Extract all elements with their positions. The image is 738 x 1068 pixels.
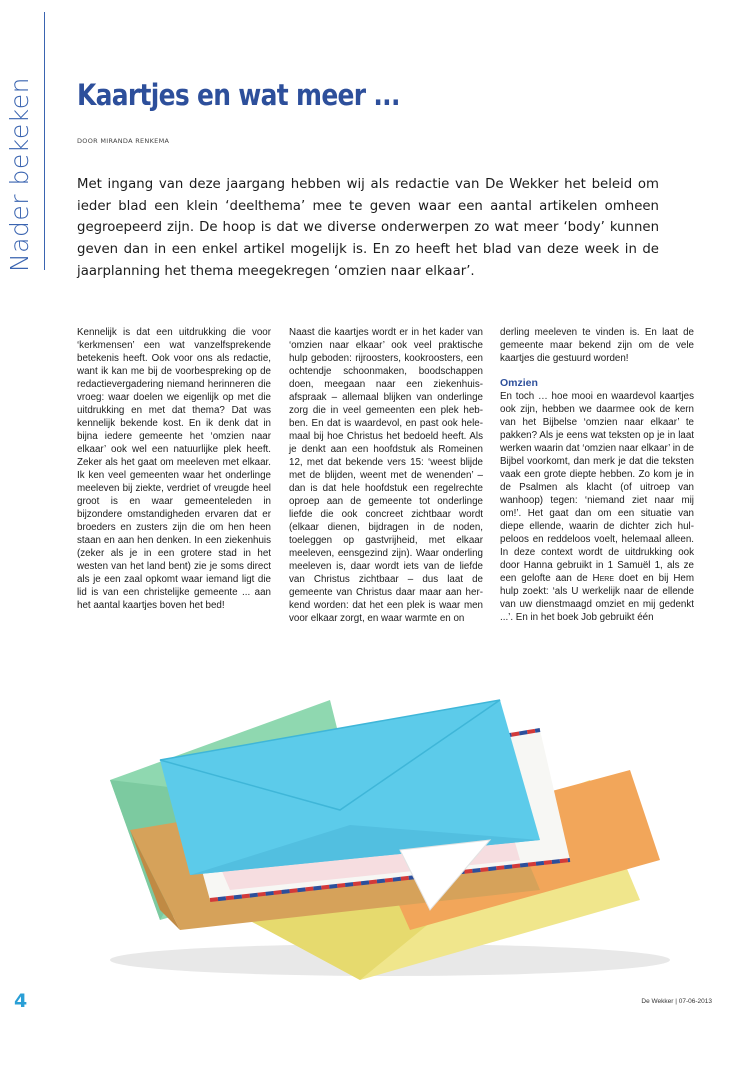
article-title: Kaartjes en wat meer ...	[77, 78, 400, 112]
text-column-3	[500, 326, 694, 624]
text-column-1	[77, 326, 271, 612]
vertical-rule	[44, 12, 45, 270]
column-3-intro: derling meeleven te vinden is. En laat de gemeente maar bekend zijn om de vele kaartjes die gestuurd worden!	[500, 327, 694, 364]
lord-small-caps: Here	[592, 573, 615, 584]
footer-issue: De Wekker | 07-06-2013	[641, 998, 712, 1005]
column-3-text: En toch … hoe mooi en waardevol kaartjes ook zijn, hebben we daarmee ook de kern van het Bijbelse ‘omzien naar elkaar’ te pakken? Als je eens wat teksten op je in laat werken waarin dat ‘omzien naar elkaar’ in de Bijbel voorkomt, dan merk je dat die teksten vaak een grote diepte hebben. Zo kom je in de Psalmen als klacht (of uitroep van wanhoop) tegen: ‘niemand ziet naar mij om!’. Het gaat dan om een situatie van diepe ellende, waarin de dichter zich hulpeloos en reddeloos voelt, helemaal alleen. In deze context wordt de uitdrukking ook door Hanna gebruikt in 1 Samuël 1, als ze een gelofte aan de Here doet en bij Hem hulp zoekt: ‘als U werkelijk naar de ellende van uw dienstmaagd omziet en mij gedenkt ...’. En in het boek Job gebruikt één	[500, 391, 694, 623]
byline: DOOR MIRANDA RENKEMA	[77, 137, 170, 145]
page-number: 4	[14, 990, 28, 1012]
envelopes-photo	[70, 660, 680, 980]
text-column-2	[289, 326, 483, 625]
section-label: Nader bekeken	[5, 76, 35, 272]
column-1-text: Kennelijk is dat een uitdrukking die voor ‘kerkmensen’ een wat vanzelfsprekende betekenis heeft. Ook voor ons als redactie, want ik kan me bij de voorbespreking op de redactievergadering niemand herinneren die vroeg: waar doelen we eigenlijk op met die uitdrukking en met dat thema? Dat was kennelijk bekende kost. En ik denk dat in bijna iedere gemeente het ‘omzien naar elkaar’ ook wel een natuurlijke plek heeft. Zeker als het gaat om meeleven met elkaar. Ik ken veel gemeenten waar het onderlinge meeleven bij ziekte, verdriet of vreugde heel groot is en waar gemeenteleden in bijzondere omstandigheden ervaren dat er broeders en zusters zijn die om hen heen staan en aan hen denken. In een ziekenhuis (zeker als je in een grotere stad in het westen van het land bent) zie je soms direct als je een zaal opkomt waar iemand ligt die lid is van een christelijke gemeente ... aan het aantal kaartjes boven het bed!	[77, 327, 271, 611]
intro-paragraph: Met ingang van deze jaargang hebben wij als redactie van De Wekker het beleid om ieder blad een klein ‘deelthema’ mee te geven waar een aantal artikelen omheen gegroepeerd zijn. De hoop is dat we diverse onderwerpen zo wat meer ‘body’ kunnen geven dan in een enkel artikel mogelijk is. En zo heeft het blad van deze week in de jaarplanning het thema meegekregen ‘omzien naar elkaar’.	[77, 177, 659, 279]
subheading-omzien: Omzien	[500, 377, 538, 389]
column-2-text: Naast die kaartjes wordt er in het kader van ‘omzien naar elkaar’ ook veel praktische hulp geboden: rijroosters, kookroosters, een ochtendje schoonmaken, boodschappen doen, meegaan naar een ziekenhuisafspraak – allemaal blijken van onderlinge zorg die in veel gemeenten een plek hebben. En dat is waardevol, en past ook helemaal bij hoe Christus het bedoeld heeft. Als je denkt aan een hoofdstuk als Romeinen 12, met dat bekende vers 15: ‘weest blijde met de blijden, weent met de wenenden’ – dan is dat hele hoofdstuk een regelrechte oproep aan de gemeente tot onderlinge liefde die ook concreet zichtbaar wordt (elkaar dienen, bijdragen in de noden, toeleggen op gastvrijheid, met elkaar meeleven, eensgezind zijn). Waar onderling meeleven is, daar wordt iets van de liefde van Christus zichtbaar – dus laat de gemeente van Christus daar maar aan herkend worden: dat het een plek is waar men voor elkaar zorgt, en waar warmte en on	[289, 327, 483, 624]
